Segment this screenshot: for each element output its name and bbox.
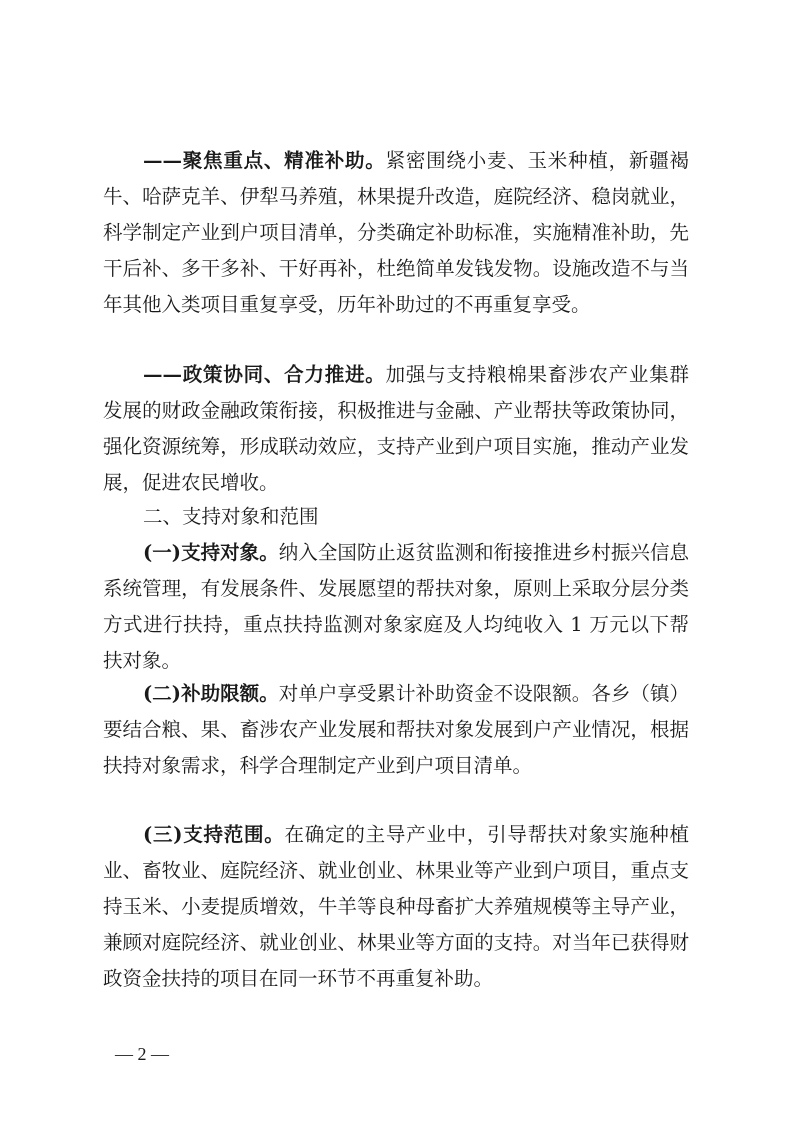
paragraph-body: 紧密围绕小麦、玉米种植，新疆褐牛、哈萨克羊、伊犁马养殖，林果提升改造，庭院经济、稳岗就业，科学制定产业到户项目清单，分类确定补助标准，实施精准补助，先干后补、多干多补、干好再补，杜绝简单发钱发物。设施改造不与当年其他入类项目重复享受，历年补助过的不再重复享受。 bbox=[103, 149, 689, 316]
paragraph-lead: ——聚焦重点、精准补助。 bbox=[143, 149, 386, 172]
paragraph-policy-coordination bbox=[103, 357, 689, 501]
item-body: 在确定的主导产业中，引导帮扶对象实施种植业、畜牧业、庭院经济、就业创业、林果业等产业到户项目，重点支持玉米、小麦提质增效，牛羊等良种母畜扩大养殖规模等主导产业，兼顾对庭院经济、就业创业、林果业等方面的支持。对当年已获得财政资金扶持的项目在同一环节不再重复补助。 bbox=[103, 823, 689, 990]
paragraph-focus-precision bbox=[103, 143, 689, 323]
item-support-target bbox=[103, 535, 689, 679]
item-body: 纳入全国防止返贫监测和衔接推进乡村振兴信息系统管理，有发展条件、发展愿望的帮扶对象，原则上采取分层分类方式进行扶持，重点扶持监测对象家庭及人均纯收入 1 万元以下帮扶对象。 bbox=[103, 541, 689, 672]
item-lead: (二)补助限额。 bbox=[143, 682, 279, 705]
item-support-scope bbox=[103, 817, 689, 997]
paragraph-lead: ——政策协同、合力推进。 bbox=[143, 363, 386, 386]
item-lead: (一)支持对象。 bbox=[143, 541, 279, 564]
page-number: — 2 — bbox=[115, 1044, 169, 1064]
item-lead: (三)支持范围。 bbox=[143, 823, 285, 846]
item-subsidy-limit bbox=[103, 676, 689, 784]
paragraph-body: 加强与支持粮棉果畜涉农产业集群发展的财政金融政策衔接，积极推进与金融、产业帮扶等政策协同，强化资源统筹，形成联动效应，支持产业到户项目实施，推动产业发展，促进农民增收。 bbox=[103, 363, 689, 494]
section-heading: 二、支持对象和范围 bbox=[143, 505, 319, 528]
item-body: 对单户享受累计补助资金不设限额。各乡（镇）要结合粮、果、畜涉农产业发展和帮扶对象发展到户产业情况，根据扶持对象需求，科学合理制定产业到户项目清单。 bbox=[103, 682, 689, 777]
